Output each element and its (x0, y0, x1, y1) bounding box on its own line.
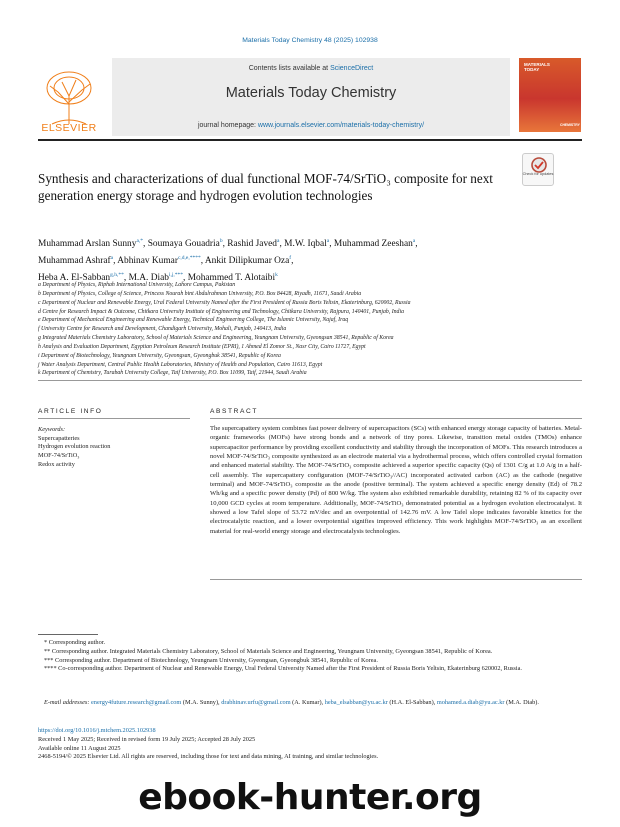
affiliation-item: h Analysis and Evaluation Department, Egyptian Petroleum Research Institute (EPRI), 1 Ahmed El Zomor St., Nasr City, Cairo 11727, Egypt (38, 343, 366, 350)
author-separator: , (279, 239, 285, 250)
keyword-item: Hydrogen evolution reaction (38, 443, 111, 451)
author-affiliation-marker[interactable]: b (219, 238, 223, 244)
article-info-rule (38, 418, 190, 419)
author-separator: , (113, 256, 118, 267)
affiliation-item: b Department of Physics, College of Science, Princess Nourah bint Abdulrahman University, P.O. Box 84428, Riyadh, 11671, Saudi Arabia (38, 290, 362, 297)
footnote-item: **** Co-corresponding author. Department of Nuclear and Renewable Energy, Ural Federal University Named after the First President of Russia Boris Yeltsin, Ekaterinburg 620002, Russia. (44, 665, 522, 673)
article-info-heading: ARTICLE INFO (38, 408, 103, 415)
author-separator: , (183, 273, 188, 284)
email-link[interactable]: heba_elsabban@yu.ac.kr (324, 699, 388, 706)
author-affiliation-marker[interactable]: a (110, 255, 114, 262)
cover-title-line2: TODAY (524, 67, 540, 72)
email-owner: (M.A. Sunny), (181, 699, 222, 706)
author-name[interactable]: Heba A. El-Sabban (38, 273, 111, 284)
keyword-item: MOF-74/SrTiO₃ (38, 452, 80, 460)
author-name[interactable]: Muhammad Zeeshan (333, 239, 413, 250)
sciencedirect-link[interactable]: ScienceDirect (330, 65, 374, 72)
author-separator: , (329, 239, 334, 250)
cover-title (524, 62, 550, 72)
copyright-line: 2468-5194/© 2025 Elsevier Ltd. All rights are reserved, including those for text and data mining, AI training, and similar technologies. (38, 753, 379, 761)
author-affiliation-marker[interactable]: f (289, 255, 292, 262)
author-name[interactable]: Ankit Dilipkumar Oza (204, 256, 290, 267)
author-name[interactable]: M.W. Iqbal (284, 239, 327, 250)
footnotes (38, 639, 583, 674)
author-list (38, 234, 583, 285)
author-affiliation-marker[interactable]: g,h,** (110, 272, 124, 279)
check-for-updates-button[interactable] (522, 153, 554, 186)
author-name[interactable]: Abhinav Kumar (117, 256, 178, 267)
author-affiliation-marker[interactable]: a,* (136, 238, 144, 244)
author-name[interactable]: Mohammed T. Alotaibi (187, 273, 276, 284)
journal-reference[interactable]: Materials Today Chemistry 48 (2025) 102938 (242, 37, 378, 44)
available-online: Available online 11 August 2025 (38, 744, 121, 752)
affiliation-item: e Department of Mechanical Engineering and Renewable Energy, Technical Engineering College, The Islamic University, Najaf, Iraq (38, 317, 349, 324)
contents-line (112, 65, 510, 72)
author-separator: , (222, 239, 228, 250)
author-separator: , (415, 239, 418, 250)
doi-link[interactable]: https://doi.org/10.1016/j.mtchem.2025.102938 (38, 727, 156, 734)
email-addresses (38, 698, 583, 707)
author-affiliation-marker[interactable]: a (326, 238, 330, 244)
abstract-rule (210, 418, 582, 419)
author-affiliation-marker[interactable]: c,d,e,**** (177, 255, 201, 262)
keyword-item: Redox activity (38, 460, 75, 468)
author-name[interactable]: M.A. Diab (128, 273, 169, 284)
author-affiliation-marker[interactable]: i,j,*** (168, 272, 183, 279)
affiliation-item: k Department of Chemistry, Turabah University College, Taif University, P.O. Box 11099, Taif, 21944, Saudi Arabia (38, 370, 307, 377)
cover-title-line1: MATERIALS (524, 62, 550, 67)
contents-prefix: Contents lists available at (248, 65, 331, 72)
publication-info (38, 727, 583, 762)
email-label: E-mail addresses: (44, 699, 91, 706)
author-separator: , (200, 256, 205, 267)
affiliation-item: g Integrated Materials Chemistry Laboratory, School of Materials Science and Engineering, Yeungnam University, Gyeongsan 38541, Republic of Korea (38, 335, 394, 342)
author-name[interactable]: Muhammad Arslan Sunny (38, 239, 137, 250)
email-link[interactable]: energy4future.research@gmail.com (91, 699, 182, 706)
footnote-item: * Corresponding author. (44, 639, 106, 646)
author-name[interactable]: Rashid Javed (227, 239, 277, 250)
homepage-line (112, 122, 510, 129)
affiliation-item: j Water Analysis Department, Central Public Health Laboratories, Ministry of Health and Population, Cairo 11613, Egypt (38, 361, 323, 368)
header-rule (38, 139, 582, 141)
email-link[interactable]: mohamed.a.diab@yu.ac.kr (436, 699, 505, 706)
affiliation-item: f University Centre for Research and Development, Chandigarh University, Mohali, Punjab, 140413, India (38, 326, 287, 333)
affiliation-item: i Department of Biotechnology, Yeungnam University, Gyeongsan, Gyeongbuk 38541, Republic of Korea (38, 352, 281, 359)
email-owner: (M.A. Diab). (504, 699, 539, 706)
footnote-item: *** Corresponding author. Department of Biotechnology, Yeungnam University, Gyeongsan, Gyeongbuk 38541, Republic of Korea. (44, 656, 378, 664)
email-owner: (A. Kumar), (290, 699, 325, 706)
keyword-item: Supercapatteries (38, 434, 80, 442)
abstract-end-rule (210, 579, 582, 580)
author-affiliation-marker[interactable]: k (275, 272, 278, 279)
keywords-block (38, 426, 188, 470)
check-updates-label: Check for updates (522, 172, 554, 176)
article-title: Synthesis and characterizations of dual functional MOF-74/SrTiO₃ composite for next generation energy storage and hydrogen evolution technologies (38, 171, 493, 203)
section-rule (38, 380, 582, 381)
email-link[interactable]: drabhinav.urfu@gmail.com (221, 699, 291, 706)
author-separator: , (291, 256, 294, 267)
abstract-text: The supercapattery system combines fast power delivery of supercapacitors (SCs) with enhanced energy storage capacity of batteries. Metal-organic frameworks (MOFs) have strong bonds and a network of tiny pores. Likewise, transition metal oxides (TMOs) enhance supercapacitor performance by providing excellent conductivity and stability through the incorporation of MOFs. This research introduces a novel MOF-74/SrTiO₃ composite synthesized as an electrode material via a hydrothermal process, which offers controlled crystal formation and enhanced material stability. The MOF-74/SrTiO₃ composite achieved a superior specific capacity (Qs) of 1301 C/g at 1.0 A/g in a half-cell assembly. The supercapattery configuration (MOF-74/SrTiO₃//AC) incorporated activated carbon (AC) as the cathode (negative terminal) and MOF-74/SrTiO₃ composite as the anode (positive terminal). The system achieved a specific energy density (Ed) of 78.2 Wh/kg and a specific power density (Pd) of 800 W/kg. The system also exhibited remarkable durability, retaining 82 % of its capacity over 10,000 GCD cycles at room temperature. Additionally, MOF-74/SrTiO₃ demonstrated potential as a hydrogen evolution electrocatalyst. It showed a low Tafel slope of 53.72 mV/dec and an overpotential of 142.76 mV. A low Tafel slope indicates favorable kinetics for the electrocatalytic reaction, and a lower overpotential signifies improved efficiency. This work highlights MOF-74/SrTiO₃ as an excellent material for real-world energy storage and electrocatalysis technologies. (210, 425, 582, 535)
cover-bottom-label: CHEMISTRY (560, 123, 580, 127)
homepage-prefix: journal homepage: (197, 122, 258, 129)
watermark-text: ebook-hunter.org (138, 777, 482, 818)
journal-homepage-link[interactable]: www.journals.elsevier.com/materials-today-chemistry/ (257, 122, 425, 129)
author-separator: , (143, 239, 148, 250)
affiliation-item: a Department of Physics, Riphah International University, Lahore Campus, Pakistan (38, 282, 236, 288)
author-separator: , (123, 273, 129, 284)
footnote-rule (38, 634, 98, 635)
author-affiliation-marker[interactable]: a (412, 238, 416, 244)
keywords-label: Keywords: (38, 426, 66, 433)
affiliation-list (38, 281, 583, 378)
journal-title: Materials Today Chemistry (225, 85, 397, 101)
publisher-wordmark: ELSEVIER (41, 122, 97, 134)
affiliation-item: c Department of Nuclear and Renewable Energy, Ural Federal University Named after the First President of Russia Boris Yeltsin, Ekaterinburg, 620002, Russia (38, 299, 411, 306)
author-name[interactable]: Soumaya Gouadria (147, 239, 220, 250)
email-owner: (H.A. El-Sabban), (387, 699, 437, 706)
affiliation-item: d Centre for Research Impact & Outcome, Chitkara University Institute of Engineering and Technology, Chitkara University, Rajpura, 140401, Punjab, India (38, 308, 404, 315)
abstract-heading: ABSTRACT (210, 408, 258, 415)
received-dates: Received 1 May 2025; Received in revised form 19 July 2025; Accepted 28 July 2025 (38, 735, 256, 743)
author-affiliation-marker[interactable]: a (277, 238, 280, 244)
footnote-item: ** Corresponding author. Integrated Materials Chemistry Laboratory, School of Materials Science and Engineering, Yeungnam University, Gyeongsan 38541, Republic of Korea. (44, 647, 493, 655)
author-name[interactable]: Muhammad Ashraf (38, 256, 111, 267)
